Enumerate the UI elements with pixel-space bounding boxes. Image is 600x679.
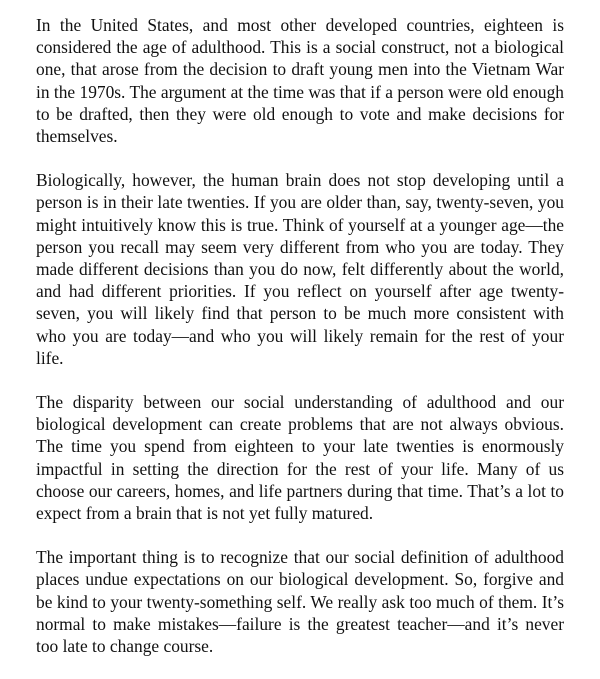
paragraph-brain-development: Biologically, however, the human brain does not stop developing until a person is in their late twenties. If you are older than, say, twenty-seven, you might intuitively know this is true. Think of yourself at a younger age—the person you recall may seem very different from who you are today. They made different decisions than you do now, felt differently about the world, and had different priorities. If you reflect on yourself after age twenty-seven, you will likely find that person to be much more consistent with who you are today—and who you will likely remain for the rest of your life. — [36, 170, 564, 368]
paragraph-disparity: The disparity between our social understanding of adulthood and our biological development can create problems that are not always obvious. The time you spend from eighteen to your late twenties is enormously impactful in setting the direction for the rest of your life. Many of us choose our careers, homes, and life partners during that time. That’s a lot to expect from a brain that is not yet fully matured. — [36, 392, 564, 524]
paragraph-voting-age: In the United States, and most other developed countries, eighteen is considered the age of adulthood. This is a social construct, not a biological one, that arose from the decision to draft young men into the Vietnam War in the 1970s. The argument at the time was that if a person were old enough to be drafted, then they were old enough to vote and make decisions for themselves. — [36, 15, 564, 147]
paragraph-conclusion: The important thing is to recognize that our social definition of adulthood places undue expectations on our biological development. So, forgive and be kind to your twenty-something self. We really ask too much of them. It’s normal to make mistakes—failure is the greatest teacher—and it’s never too late to change course. — [36, 547, 564, 657]
